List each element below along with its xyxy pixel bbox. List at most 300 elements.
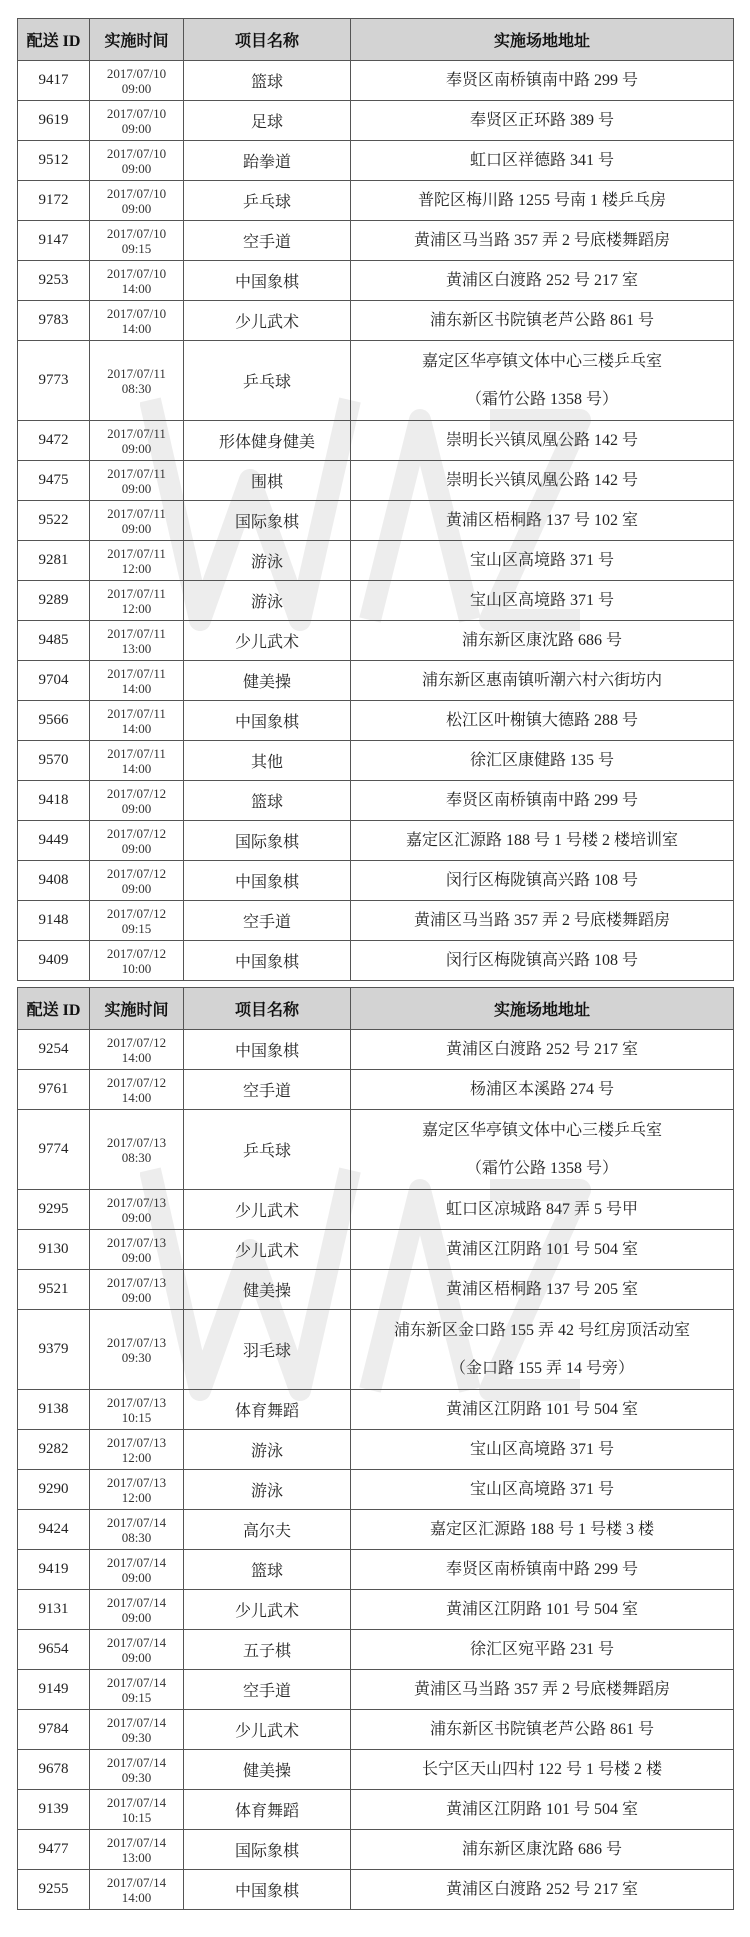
cell-address: [351, 701, 734, 741]
cell-address: [351, 1270, 734, 1310]
cell-id: 9570: [18, 741, 90, 781]
address-line: 闵行区梅陇镇高兴路 108 号: [445, 951, 638, 969]
cell-id: 9783: [18, 301, 90, 341]
cell-id: 9485: [18, 621, 90, 661]
address-line: 黄浦区白渡路 252 号 217 室: [445, 1880, 638, 1898]
cell-address: [351, 421, 734, 461]
table-row: [18, 1230, 734, 1270]
cell-address: [351, 301, 734, 341]
cell-id: 9619: [18, 101, 90, 141]
table-row: [18, 1630, 734, 1670]
cell-id: 9424: [18, 1510, 90, 1550]
address-line: 松江区叶榭镇大德路 288 号: [445, 711, 638, 729]
cell-address: [351, 1790, 734, 1830]
cell-project: 其他: [184, 741, 351, 781]
cell-time: [90, 261, 184, 301]
header-address: 实施场地地址: [351, 988, 734, 1030]
cell-project: 足球: [184, 101, 351, 141]
cell-time: [90, 461, 184, 501]
cell-time: [90, 141, 184, 181]
table-row: [18, 1790, 734, 1830]
cell-time-text: 08:30: [121, 380, 152, 396]
cell-date-text: 2017/07/14: [106, 1794, 167, 1810]
cell-id: 9130: [18, 1230, 90, 1270]
cell-time: [90, 1110, 184, 1190]
cell-address: [351, 1070, 734, 1110]
cell-project: 羽毛球: [184, 1310, 351, 1390]
address-line: 嘉定区华亭镇文体中心三楼乒乓室: [421, 1121, 662, 1139]
table-row: [18, 861, 734, 901]
header-time: 实施时间: [90, 988, 184, 1030]
address-line: 奉贤区南桥镇南中路 299 号: [445, 71, 638, 89]
table-row: [18, 101, 734, 141]
table-row: [18, 1310, 734, 1390]
cell-project: 乒乓球: [184, 341, 351, 421]
header-project: 项目名称: [184, 988, 351, 1030]
cell-time-text: 10:00: [121, 960, 152, 976]
table-row: [18, 1710, 734, 1750]
cell-id: 9761: [18, 1070, 90, 1110]
cell-time: [90, 61, 184, 101]
cell-time: [90, 741, 184, 781]
cell-id: 9704: [18, 661, 90, 701]
cell-time-text: 09:00: [121, 160, 152, 176]
cell-time-text: 12:00: [121, 600, 152, 616]
cell-time-text: 09:30: [121, 1729, 152, 1745]
cell-project: 空手道: [184, 1070, 351, 1110]
header-id: 配送 ID: [18, 988, 90, 1030]
cell-address: [351, 221, 734, 261]
cell-date-text: 2017/07/11: [107, 585, 166, 601]
address-line: 黄浦区白渡路 252 号 217 室: [445, 271, 638, 289]
cell-time-text: 09:15: [121, 920, 152, 936]
cell-project: 篮球: [184, 61, 351, 101]
cell-date-text: 2017/07/14: [106, 1594, 167, 1610]
cell-address: [351, 181, 734, 221]
cell-time-text: 14:00: [121, 680, 152, 696]
cell-time-text: 14:00: [121, 320, 152, 336]
cell-date-text: 2017/07/14: [106, 1514, 167, 1530]
cell-time: [90, 901, 184, 941]
table-row: [18, 781, 734, 821]
table-body: [18, 1030, 734, 1910]
cell-time: [90, 1430, 184, 1470]
cell-time-text: 09:00: [121, 1209, 152, 1225]
cell-project: 中国象棋: [184, 261, 351, 301]
cell-id: 9147: [18, 221, 90, 261]
cell-date-text: 2017/07/13: [106, 1434, 167, 1450]
address-line: 虹口区凉城路 847 弄 5 号甲: [445, 1200, 638, 1218]
header-row: [18, 19, 734, 61]
table-row: [18, 821, 734, 861]
header-address: 实施场地地址: [351, 19, 734, 61]
cell-time: [90, 1590, 184, 1630]
cell-project: 乒乓球: [184, 1110, 351, 1190]
address-line: （霜竹公路 1358 号）: [465, 1159, 618, 1177]
address-line: 普陀区梅川路 1255 号南 1 楼乒乓房: [417, 191, 666, 209]
cell-time-text: 09:00: [121, 200, 152, 216]
cell-id: 9148: [18, 901, 90, 941]
cell-address: [351, 1750, 734, 1790]
cell-address: [351, 101, 734, 141]
cell-date-text: 2017/07/13: [106, 1194, 167, 1210]
table-row: [18, 141, 734, 181]
cell-project: 高尔夫: [184, 1510, 351, 1550]
cell-date-text: 2017/07/12: [106, 825, 167, 841]
address-line: 崇明长兴镇凤凰公路 142 号: [445, 431, 638, 449]
address-line: 虹口区祥德路 341 号: [469, 151, 614, 169]
cell-date-text: 2017/07/10: [106, 65, 167, 81]
cell-date-text: 2017/07/14: [106, 1634, 167, 1650]
cell-date-text: 2017/07/14: [106, 1754, 167, 1770]
cell-address: [351, 621, 734, 661]
cell-project: 篮球: [184, 781, 351, 821]
cell-time: [90, 1550, 184, 1590]
cell-time-text: 09:15: [121, 1689, 152, 1705]
cell-project: 空手道: [184, 1670, 351, 1710]
table-body: [18, 61, 734, 981]
cell-time: [90, 1390, 184, 1430]
table-row: [18, 1830, 734, 1870]
cell-address: [351, 1470, 734, 1510]
cell-project: 游泳: [184, 541, 351, 581]
cell-time: [90, 101, 184, 141]
cell-time-text: 09:00: [121, 840, 152, 856]
cell-address: [351, 141, 734, 181]
cell-date-text: 2017/07/11: [107, 505, 166, 521]
cell-date-text: 2017/07/12: [106, 905, 167, 921]
cell-project: 国际象棋: [184, 501, 351, 541]
cell-time: [90, 1750, 184, 1790]
address-line: 宝山区高境路 371 号: [469, 1480, 614, 1498]
table-row: [18, 1750, 734, 1790]
cell-id: 9654: [18, 1630, 90, 1670]
cell-project: 中国象棋: [184, 701, 351, 741]
address-line: 嘉定区华亭镇文体中心三楼乒乓室: [421, 352, 662, 370]
cell-date-text: 2017/07/10: [106, 225, 167, 241]
cell-id: 9522: [18, 501, 90, 541]
cell-time-text: 09:00: [121, 1569, 152, 1585]
cell-time: [90, 341, 184, 421]
table-row: [18, 501, 734, 541]
cell-id: 9475: [18, 461, 90, 501]
cell-address: [351, 1830, 734, 1870]
table-row: [18, 1030, 734, 1070]
cell-date-text: 2017/07/10: [106, 265, 167, 281]
cell-time-text: 09:00: [121, 800, 152, 816]
table-row: [18, 341, 734, 421]
cell-date-text: 2017/07/11: [107, 545, 166, 561]
cell-address: [351, 1390, 734, 1430]
schedule-table: [17, 987, 734, 1910]
cell-project: 游泳: [184, 1470, 351, 1510]
cell-time: [90, 541, 184, 581]
cell-time-text: 14:00: [121, 280, 152, 296]
cell-project: 国际象棋: [184, 821, 351, 861]
cell-project: 五子棋: [184, 1630, 351, 1670]
cell-project: 围棋: [184, 461, 351, 501]
cell-date-text: 2017/07/14: [106, 1834, 167, 1850]
cell-time: [90, 621, 184, 661]
cell-date-text: 2017/07/11: [107, 745, 166, 761]
cell-address: [351, 861, 734, 901]
cell-project: 中国象棋: [184, 941, 351, 981]
cell-address: [351, 541, 734, 581]
table-row: [18, 1070, 734, 1110]
address-line: 黄浦区梧桐路 137 号 205 室: [445, 1280, 638, 1298]
cell-time: [90, 1030, 184, 1070]
cell-date-text: 2017/07/10: [106, 145, 167, 161]
cell-id: 9408: [18, 861, 90, 901]
cell-id: 9678: [18, 1750, 90, 1790]
cell-date-text: 2017/07/12: [106, 1074, 167, 1090]
table-row: [18, 1270, 734, 1310]
cell-time-text: 09:00: [121, 520, 152, 536]
cell-time: [90, 1470, 184, 1510]
address-line: 浦东新区康沈路 686 号: [461, 1840, 622, 1858]
cell-id: 9290: [18, 1470, 90, 1510]
cell-id: 9521: [18, 1270, 90, 1310]
cell-time-text: 09:00: [121, 1649, 152, 1665]
cell-time-text: 09:30: [121, 1349, 152, 1365]
cell-id: 9253: [18, 261, 90, 301]
cell-date-text: 2017/07/14: [106, 1554, 167, 1570]
cell-time-text: 13:00: [121, 1849, 152, 1865]
address-line: 黄浦区白渡路 252 号 217 室: [445, 1040, 638, 1058]
cell-time: [90, 421, 184, 461]
cell-id: 9773: [18, 341, 90, 421]
cell-address: [351, 1230, 734, 1270]
cell-date-text: 2017/07/13: [106, 1134, 167, 1150]
cell-id: 9472: [18, 421, 90, 461]
address-line: 崇明长兴镇凤凰公路 142 号: [445, 471, 638, 489]
cell-id: 9172: [18, 181, 90, 221]
table-row: [18, 1590, 734, 1630]
address-line: 浦东新区康沈路 686 号: [461, 631, 622, 649]
address-line: 黄浦区江阴路 101 号 504 室: [445, 1240, 638, 1258]
cell-time-text: 09:15: [121, 240, 152, 256]
table-header: [18, 988, 734, 1030]
cell-date-text: 2017/07/13: [106, 1334, 167, 1350]
table-row: [18, 621, 734, 661]
address-line: 浦东新区惠南镇听潮六村六街坊内: [421, 671, 662, 689]
cell-project: 健美操: [184, 1750, 351, 1790]
cell-date-text: 2017/07/14: [106, 1674, 167, 1690]
table-row: [18, 901, 734, 941]
table-row: [18, 181, 734, 221]
cell-id: 9254: [18, 1030, 90, 1070]
cell-date-text: 2017/07/11: [107, 665, 166, 681]
table-row: [18, 261, 734, 301]
address-line: 浦东新区书院镇老芦公路 861 号: [429, 311, 654, 329]
cell-project: 国际象棋: [184, 1830, 351, 1870]
cell-project: 跆拳道: [184, 141, 351, 181]
cell-id: 9255: [18, 1870, 90, 1910]
cell-project: 少儿武术: [184, 621, 351, 661]
address-line: 浦东新区金口路 155 弄 42 号红房顶活动室: [393, 1321, 690, 1339]
cell-id: 9149: [18, 1670, 90, 1710]
cell-time: [90, 781, 184, 821]
cell-project: 少儿武术: [184, 1590, 351, 1630]
cell-address: [351, 341, 734, 421]
cell-time: [90, 1310, 184, 1390]
cell-time: [90, 661, 184, 701]
cell-address: [351, 1710, 734, 1750]
cell-date-text: 2017/07/14: [106, 1714, 167, 1730]
cell-time-text: 09:00: [121, 1249, 152, 1265]
cell-time-text: 14:00: [121, 720, 152, 736]
address-line: 宝山区高境路 371 号: [469, 551, 614, 569]
cell-time: [90, 1710, 184, 1750]
address-line: 闵行区梅陇镇高兴路 108 号: [445, 871, 638, 889]
address-line: 徐汇区康健路 135 号: [469, 751, 614, 769]
cell-id: 9477: [18, 1830, 90, 1870]
table-row: [18, 1470, 734, 1510]
cell-time-text: 10:15: [121, 1409, 152, 1425]
cell-address: [351, 781, 734, 821]
cell-project: 少儿武术: [184, 1190, 351, 1230]
cell-date-text: 2017/07/13: [106, 1274, 167, 1290]
cell-id: 9138: [18, 1390, 90, 1430]
cell-date-text: 2017/07/10: [106, 185, 167, 201]
cell-id: 9774: [18, 1110, 90, 1190]
cell-address: [351, 1510, 734, 1550]
cell-date-text: 2017/07/12: [106, 865, 167, 881]
cell-time-text: 12:00: [121, 1449, 152, 1465]
cell-address: [351, 1310, 734, 1390]
cell-time-text: 14:00: [121, 1889, 152, 1905]
cell-id: 9409: [18, 941, 90, 981]
cell-project: 中国象棋: [184, 1870, 351, 1910]
cell-time: [90, 701, 184, 741]
cell-date-text: 2017/07/10: [106, 305, 167, 321]
cell-time: [90, 501, 184, 541]
cell-time-text: 08:30: [121, 1149, 152, 1165]
cell-address: [351, 1550, 734, 1590]
cell-time-text: 12:00: [121, 1489, 152, 1505]
cell-time: [90, 941, 184, 981]
cell-project: 中国象棋: [184, 861, 351, 901]
cell-project: 体育舞蹈: [184, 1390, 351, 1430]
address-line: 黄浦区江阴路 101 号 504 室: [445, 1800, 638, 1818]
address-line: （霜竹公路 1358 号）: [465, 390, 618, 408]
cell-address: [351, 1870, 734, 1910]
address-line: 杨浦区本溪路 274 号: [469, 1080, 614, 1098]
cell-time: [90, 1790, 184, 1830]
table-row: [18, 301, 734, 341]
cell-date-text: 2017/07/12: [106, 785, 167, 801]
table-row: [18, 581, 734, 621]
address-line: 黄浦区江阴路 101 号 504 室: [445, 1600, 638, 1618]
cell-date-text: 2017/07/11: [107, 365, 166, 381]
cell-id: 9417: [18, 61, 90, 101]
cell-time-text: 09:00: [121, 440, 152, 456]
cell-address: [351, 1670, 734, 1710]
cell-id: 9418: [18, 781, 90, 821]
cell-date-text: 2017/07/12: [106, 945, 167, 961]
cell-project: 游泳: [184, 1430, 351, 1470]
cell-project: 少儿武术: [184, 1230, 351, 1270]
cell-project: 少儿武术: [184, 1710, 351, 1750]
cell-time: [90, 1510, 184, 1550]
cell-project: 体育舞蹈: [184, 1790, 351, 1830]
address-line: 嘉定区汇源路 188 号 1 号楼 2 楼培训室: [405, 831, 678, 849]
cell-time-text: 09:00: [121, 120, 152, 136]
cell-time-text: 12:00: [121, 560, 152, 576]
address-line: 徐汇区宛平路 231 号: [469, 1640, 614, 1658]
cell-id: 9289: [18, 581, 90, 621]
cell-address: [351, 941, 734, 981]
cell-project: 空手道: [184, 221, 351, 261]
cell-address: [351, 901, 734, 941]
cell-time-text: 14:00: [121, 1049, 152, 1065]
cell-time-text: 10:15: [121, 1809, 152, 1825]
cell-time: [90, 1630, 184, 1670]
address-line: 奉贤区正环路 389 号: [469, 111, 614, 129]
cell-project: 少儿武术: [184, 301, 351, 341]
cell-address: [351, 1630, 734, 1670]
cell-address: [351, 1590, 734, 1630]
cell-project: 健美操: [184, 1270, 351, 1310]
table-row: [18, 941, 734, 981]
cell-project: 游泳: [184, 581, 351, 621]
cell-time: [90, 1870, 184, 1910]
header-time: 实施时间: [90, 19, 184, 61]
cell-project: 乒乓球: [184, 181, 351, 221]
table-row: [18, 1110, 734, 1190]
cell-time-text: 14:00: [121, 1089, 152, 1105]
table-row: [18, 221, 734, 261]
cell-project: 中国象棋: [184, 1030, 351, 1070]
cell-time: [90, 821, 184, 861]
cell-date-text: 2017/07/13: [106, 1474, 167, 1490]
cell-id: 9784: [18, 1710, 90, 1750]
cell-time: [90, 1270, 184, 1310]
cell-id: 9379: [18, 1310, 90, 1390]
cell-address: [351, 61, 734, 101]
cell-address: [351, 1030, 734, 1070]
table-row: [18, 1870, 734, 1910]
cell-time: [90, 1190, 184, 1230]
cell-date-text: 2017/07/11: [107, 705, 166, 721]
table-row: [18, 461, 734, 501]
cell-time: [90, 1230, 184, 1270]
table-row: [18, 1550, 734, 1590]
address-line: 长宁区天山四村 122 号 1 号楼 2 楼: [421, 1760, 662, 1778]
schedule-tables: [17, 18, 733, 1916]
cell-date-text: 2017/07/11: [107, 625, 166, 641]
cell-time: [90, 581, 184, 621]
table-row: [18, 701, 734, 741]
table-row: [18, 1510, 734, 1550]
table-row: [18, 1670, 734, 1710]
table-row: [18, 741, 734, 781]
cell-address: [351, 821, 734, 861]
address-line: 嘉定区汇源路 188 号 1 号楼 3 楼: [429, 1520, 654, 1538]
address-line: 奉贤区南桥镇南中路 299 号: [445, 791, 638, 809]
cell-id: 9512: [18, 141, 90, 181]
cell-address: [351, 461, 734, 501]
cell-address: [351, 581, 734, 621]
table-row: [18, 1190, 734, 1230]
cell-time-text: 09:30: [121, 1769, 152, 1785]
cell-project: 空手道: [184, 901, 351, 941]
table-row: [18, 61, 734, 101]
cell-id: 9281: [18, 541, 90, 581]
cell-id: 9295: [18, 1190, 90, 1230]
cell-project: 健美操: [184, 661, 351, 701]
cell-address: [351, 1190, 734, 1230]
